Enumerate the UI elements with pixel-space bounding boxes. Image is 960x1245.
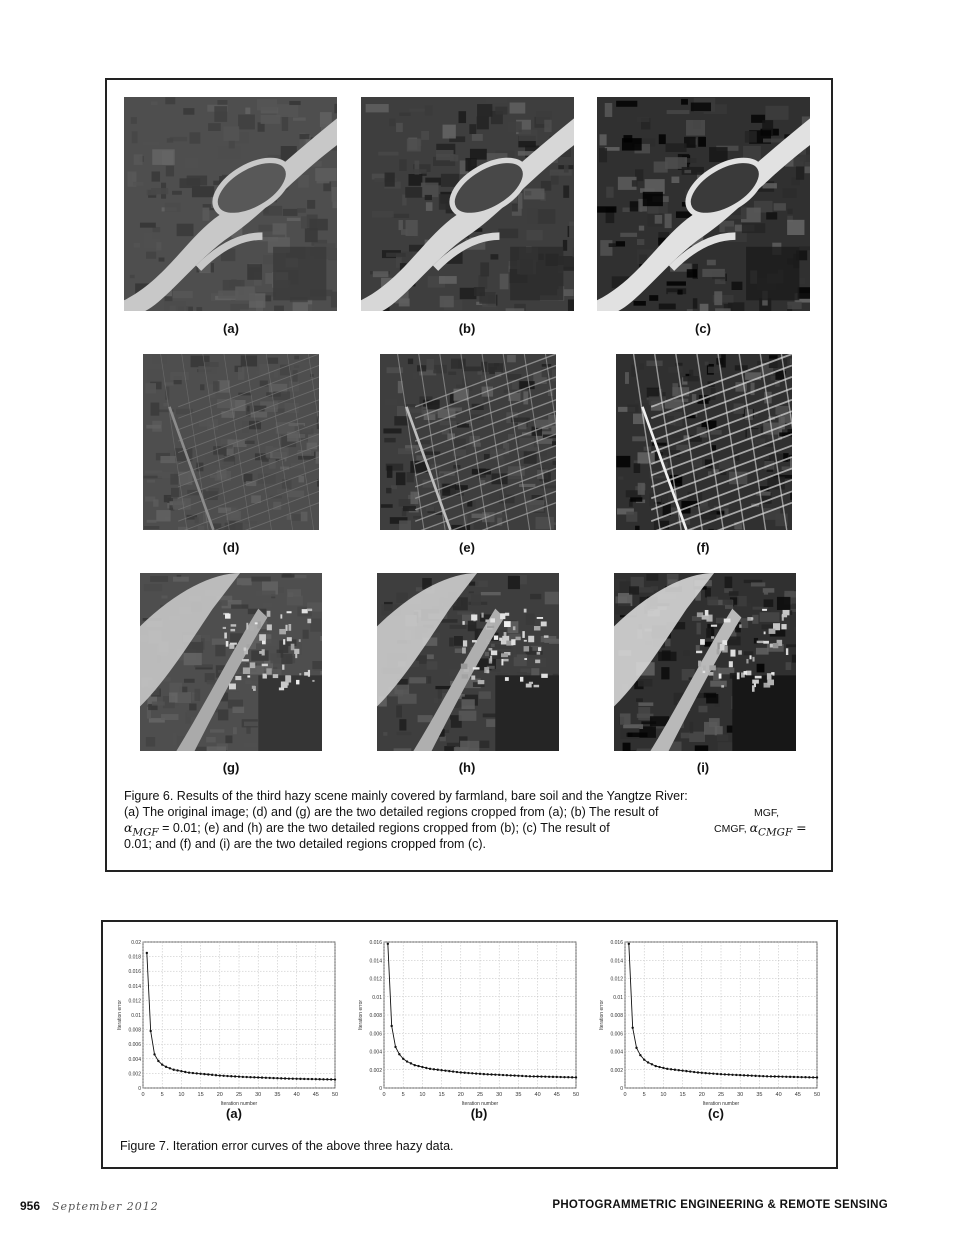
y-tick-label: 0.012 bbox=[610, 976, 623, 983]
data-point bbox=[249, 1076, 251, 1078]
x-tick-label: 40 bbox=[534, 1092, 541, 1098]
data-point bbox=[556, 1076, 558, 1078]
data-point bbox=[176, 1069, 178, 1071]
y-axis-label: Iteration error bbox=[599, 999, 605, 1031]
data-point bbox=[146, 952, 148, 954]
data-point bbox=[311, 1078, 313, 1080]
y-axis-label: Iteration error bbox=[117, 999, 123, 1031]
data-point bbox=[414, 1064, 416, 1066]
data-point bbox=[758, 1075, 760, 1077]
data-point bbox=[575, 1076, 577, 1078]
x-tick-label: 35 bbox=[756, 1092, 763, 1098]
data-point bbox=[463, 1072, 465, 1074]
data-point bbox=[330, 1078, 332, 1080]
data-point bbox=[253, 1076, 255, 1078]
data-point bbox=[689, 1070, 691, 1072]
data-point bbox=[467, 1072, 469, 1074]
data-point bbox=[398, 1053, 400, 1055]
x-tick-label: 25 bbox=[717, 1092, 725, 1098]
x-tick-label: 50 bbox=[331, 1092, 339, 1098]
data-point bbox=[739, 1074, 741, 1076]
issue-date: September 2012 bbox=[52, 1200, 159, 1213]
caption-line-2: (a) The original image; (d) and (g) are the two detailed regions cropped from (a); (b) The result of bbox=[124, 805, 659, 819]
data-point bbox=[770, 1075, 772, 1077]
data-point bbox=[429, 1068, 431, 1070]
data-point bbox=[743, 1074, 745, 1076]
x-tick-label: 15 bbox=[438, 1092, 445, 1098]
data-point bbox=[402, 1058, 404, 1060]
x-axis-label: Iteration number bbox=[461, 1101, 499, 1107]
x-tick-label: 45 bbox=[312, 1092, 319, 1098]
image-pixels bbox=[616, 354, 792, 530]
image-pixels bbox=[380, 354, 556, 530]
x-tick-label: 30 bbox=[496, 1092, 503, 1098]
data-point bbox=[789, 1076, 791, 1078]
figure-6-label-g: (g) bbox=[222, 760, 240, 775]
data-point bbox=[793, 1076, 795, 1078]
y-tick-label: 0.004 bbox=[369, 1049, 382, 1056]
data-point bbox=[701, 1072, 703, 1074]
data-point bbox=[643, 1059, 645, 1061]
data-point bbox=[506, 1074, 508, 1076]
figure-6-image-c bbox=[597, 97, 810, 311]
x-tick-label: 0 bbox=[141, 1092, 145, 1098]
data-point bbox=[731, 1074, 733, 1076]
data-point bbox=[735, 1074, 737, 1076]
data-point bbox=[540, 1075, 542, 1077]
y-tick-label: 0.014 bbox=[369, 958, 382, 965]
data-point bbox=[188, 1071, 190, 1073]
image-pixels bbox=[143, 354, 319, 530]
data-point bbox=[708, 1072, 710, 1074]
data-point bbox=[440, 1069, 442, 1071]
data-point bbox=[774, 1075, 776, 1077]
journal-name: PHOTOGRAMMETRIC ENGINEERING & REMOTE SENSING bbox=[552, 1199, 888, 1211]
data-point bbox=[196, 1072, 198, 1074]
y-tick-label: 0.018 bbox=[128, 954, 141, 961]
data-point bbox=[693, 1071, 695, 1073]
data-point bbox=[681, 1069, 683, 1071]
data-point bbox=[410, 1062, 412, 1064]
data-point bbox=[390, 1025, 392, 1027]
data-point bbox=[417, 1065, 419, 1067]
data-point bbox=[651, 1063, 653, 1065]
data-point bbox=[727, 1073, 729, 1075]
y-tick-label: 0.012 bbox=[128, 998, 141, 1005]
data-point bbox=[536, 1075, 538, 1077]
figure-6-image-f bbox=[616, 354, 792, 530]
y-tick-label: 0.006 bbox=[369, 1031, 382, 1038]
data-point bbox=[207, 1073, 209, 1075]
data-point bbox=[280, 1077, 282, 1079]
data-point bbox=[161, 1063, 163, 1065]
x-tick-label: 40 bbox=[775, 1092, 782, 1098]
data-point bbox=[425, 1067, 427, 1069]
y-tick-label: 0.01 bbox=[131, 1013, 141, 1019]
data-point bbox=[525, 1075, 527, 1077]
x-tick-label: 50 bbox=[572, 1092, 580, 1098]
data-point bbox=[529, 1075, 531, 1077]
x-axis-label: Iteration number bbox=[702, 1101, 740, 1107]
data-point bbox=[647, 1061, 649, 1063]
data-point bbox=[785, 1076, 787, 1078]
figure-7-plot-c bbox=[597, 936, 825, 1108]
data-point bbox=[315, 1078, 317, 1080]
caption-line-1: Figure 6. Results of the third hazy scene mainly covered by farmland, bare soil and the Yangtze River: bbox=[124, 789, 688, 803]
data-point bbox=[448, 1070, 450, 1072]
data-point bbox=[433, 1068, 435, 1070]
data-point bbox=[230, 1075, 232, 1077]
data-point bbox=[479, 1073, 481, 1075]
data-point bbox=[674, 1069, 676, 1071]
data-point bbox=[631, 1027, 633, 1029]
data-point bbox=[471, 1072, 473, 1074]
data-point bbox=[265, 1077, 267, 1079]
figure-6-caption bbox=[124, 788, 814, 860]
y-tick-label: 0.008 bbox=[128, 1027, 141, 1034]
data-point bbox=[173, 1069, 175, 1071]
y-tick-label: 0.004 bbox=[610, 1049, 623, 1056]
data-point bbox=[754, 1075, 756, 1077]
x-tick-label: 30 bbox=[737, 1092, 744, 1098]
y-tick-label: 0.01 bbox=[372, 994, 382, 1001]
data-point bbox=[704, 1072, 706, 1074]
y-tick-label: 0.008 bbox=[610, 1013, 623, 1019]
figure-6 bbox=[105, 78, 833, 872]
data-point bbox=[238, 1075, 240, 1077]
y-tick-label: 0.014 bbox=[610, 958, 623, 965]
x-tick-label: 15 bbox=[197, 1092, 204, 1098]
figure-6-label-f: (f) bbox=[696, 540, 710, 555]
data-point bbox=[284, 1077, 286, 1079]
image-pixels bbox=[361, 97, 574, 311]
data-point bbox=[288, 1077, 290, 1079]
data-point bbox=[712, 1072, 714, 1074]
figure-6-image-g bbox=[140, 573, 322, 751]
caption-cmgf-tag: CMGF, bbox=[714, 823, 750, 835]
data-point bbox=[678, 1069, 680, 1071]
x-tick-label: 0 bbox=[382, 1092, 386, 1098]
x-axis-label: Iteration number bbox=[220, 1101, 258, 1107]
data-point bbox=[269, 1077, 271, 1079]
data-point bbox=[635, 1047, 637, 1049]
data-point bbox=[483, 1073, 485, 1075]
iteration-error-chart bbox=[597, 936, 825, 1108]
data-point bbox=[808, 1076, 810, 1078]
data-point bbox=[215, 1074, 217, 1076]
data-point bbox=[724, 1073, 726, 1075]
figure-6-image-h bbox=[377, 573, 559, 751]
data-point bbox=[303, 1078, 305, 1080]
figure-6-label-h: (h) bbox=[458, 760, 476, 775]
data-point bbox=[559, 1076, 561, 1078]
x-tick-label: 5 bbox=[401, 1092, 405, 1098]
data-point bbox=[766, 1075, 768, 1077]
y-tick-label: 0.012 bbox=[369, 976, 382, 983]
figure-6-label-a: (a) bbox=[223, 321, 239, 336]
alpha-cmgf-subscript: CMGF bbox=[758, 826, 793, 839]
iteration-error-chart bbox=[115, 936, 343, 1108]
x-tick-label: 45 bbox=[553, 1092, 560, 1098]
data-point bbox=[199, 1073, 201, 1075]
data-point bbox=[242, 1076, 244, 1078]
data-point bbox=[153, 1053, 155, 1055]
data-point bbox=[245, 1076, 247, 1078]
data-point bbox=[180, 1070, 182, 1072]
data-point bbox=[685, 1070, 687, 1072]
figure-6-image-i bbox=[614, 573, 796, 751]
data-point bbox=[394, 1046, 396, 1048]
data-point bbox=[149, 1030, 151, 1032]
data-point bbox=[777, 1075, 779, 1077]
figure-6-label-d: (d) bbox=[222, 540, 240, 555]
data-point bbox=[387, 943, 389, 945]
data-point bbox=[456, 1071, 458, 1073]
data-point bbox=[192, 1072, 194, 1074]
figure-6-image-a bbox=[124, 97, 337, 311]
x-tick-label: 20 bbox=[698, 1092, 705, 1098]
data-point bbox=[662, 1067, 664, 1069]
figure-6-label-c: (c) bbox=[695, 321, 711, 336]
x-tick-label: 25 bbox=[476, 1092, 484, 1098]
figure-7-label-a: (a) bbox=[226, 1106, 242, 1121]
data-point bbox=[498, 1074, 500, 1076]
figure-7-plot-a bbox=[115, 936, 343, 1108]
image-pixels bbox=[597, 97, 810, 311]
iteration-error-chart bbox=[356, 936, 584, 1108]
data-point bbox=[510, 1074, 512, 1076]
x-tick-label: 45 bbox=[794, 1092, 801, 1098]
x-tick-label: 5 bbox=[160, 1092, 164, 1098]
x-tick-label: 30 bbox=[255, 1092, 262, 1098]
data-point bbox=[444, 1069, 446, 1071]
figure-6-label-i: (i) bbox=[696, 760, 710, 775]
x-tick-label: 25 bbox=[235, 1092, 243, 1098]
x-tick-label: 0 bbox=[623, 1092, 627, 1098]
caption-mgf-tag: MGF, bbox=[754, 807, 780, 819]
data-point bbox=[563, 1076, 565, 1078]
data-point bbox=[322, 1078, 324, 1080]
data-point bbox=[628, 943, 630, 945]
y-tick-label: 0 bbox=[379, 1086, 382, 1092]
data-point bbox=[486, 1073, 488, 1075]
data-point bbox=[334, 1078, 336, 1080]
figure-7-caption: Figure 7. Iteration error curves of the above three hazy data. bbox=[120, 1139, 454, 1153]
data-point bbox=[567, 1076, 569, 1078]
data-point bbox=[211, 1074, 213, 1076]
data-point bbox=[299, 1078, 301, 1080]
data-point bbox=[307, 1078, 309, 1080]
x-tick-label: 40 bbox=[293, 1092, 300, 1098]
data-point bbox=[804, 1076, 806, 1078]
data-point bbox=[326, 1078, 328, 1080]
data-point bbox=[169, 1067, 171, 1069]
data-point bbox=[521, 1075, 523, 1077]
figure-6-label-b: (b) bbox=[458, 321, 476, 336]
alpha-symbol: α bbox=[124, 820, 133, 835]
alpha-mgf-subscript: MGF bbox=[132, 826, 159, 839]
figure-7-label-b: (b) bbox=[470, 1106, 488, 1121]
figure-6-label-e: (e) bbox=[459, 540, 475, 555]
data-point bbox=[494, 1073, 496, 1075]
data-point bbox=[452, 1070, 454, 1072]
data-point bbox=[257, 1076, 259, 1078]
y-axis-label: Iteration error bbox=[358, 999, 364, 1031]
data-point bbox=[655, 1065, 657, 1067]
image-pixels bbox=[377, 573, 559, 751]
data-point bbox=[219, 1074, 221, 1076]
data-point bbox=[226, 1075, 228, 1077]
data-point bbox=[490, 1073, 492, 1075]
data-point bbox=[658, 1066, 660, 1068]
y-tick-label: 0.016 bbox=[610, 940, 623, 946]
data-point bbox=[292, 1078, 294, 1080]
data-point bbox=[502, 1074, 504, 1076]
data-point bbox=[406, 1060, 408, 1062]
figure-6-image-d bbox=[143, 354, 319, 530]
caption-line-4: 0.01; and (f) and (i) are the two detailed regions cropped from (c). bbox=[124, 837, 486, 851]
data-point bbox=[716, 1073, 718, 1075]
data-point bbox=[184, 1071, 186, 1073]
data-point bbox=[544, 1075, 546, 1077]
data-point bbox=[165, 1066, 167, 1068]
data-point bbox=[666, 1068, 668, 1070]
y-tick-label: 0.016 bbox=[128, 969, 141, 976]
caption-equals: = bbox=[792, 820, 807, 835]
data-point bbox=[318, 1078, 320, 1080]
caption-cmgf-block bbox=[714, 820, 807, 841]
figure-6-image-e bbox=[380, 354, 556, 530]
data-point bbox=[234, 1075, 236, 1077]
y-tick-label: 0.002 bbox=[369, 1067, 382, 1074]
x-tick-label: 35 bbox=[515, 1092, 522, 1098]
y-tick-label: 0.016 bbox=[369, 940, 382, 946]
data-point bbox=[513, 1074, 515, 1076]
y-tick-label: 0.002 bbox=[610, 1067, 623, 1074]
x-tick-label: 20 bbox=[216, 1092, 223, 1098]
y-tick-label: 0.006 bbox=[128, 1042, 141, 1049]
y-tick-label: 0.004 bbox=[128, 1056, 141, 1063]
figure-7-plot-b bbox=[356, 936, 584, 1108]
y-tick-label: 0.014 bbox=[128, 983, 141, 990]
data-point bbox=[720, 1073, 722, 1075]
x-tick-label: 10 bbox=[419, 1092, 426, 1098]
x-tick-label: 10 bbox=[660, 1092, 667, 1098]
page-number: 956 bbox=[20, 1199, 41, 1213]
data-point bbox=[812, 1076, 814, 1078]
data-point bbox=[797, 1076, 799, 1078]
alpha-symbol-2: α bbox=[749, 820, 759, 835]
y-tick-label: 0 bbox=[620, 1086, 623, 1092]
image-pixels bbox=[140, 573, 322, 751]
data-point bbox=[437, 1069, 439, 1071]
data-point bbox=[157, 1060, 159, 1062]
data-point bbox=[533, 1075, 535, 1077]
figure-7 bbox=[101, 920, 838, 1169]
y-tick-label: 0.008 bbox=[369, 1013, 382, 1019]
data-point bbox=[517, 1075, 519, 1077]
x-tick-label: 20 bbox=[457, 1092, 464, 1098]
y-tick-label: 0 bbox=[138, 1086, 141, 1092]
data-point bbox=[762, 1075, 764, 1077]
data-point bbox=[639, 1054, 641, 1056]
data-point bbox=[552, 1076, 554, 1078]
data-point bbox=[781, 1075, 783, 1077]
data-point bbox=[203, 1073, 205, 1075]
data-point bbox=[261, 1076, 263, 1078]
image-pixels bbox=[614, 573, 796, 751]
y-tick-label: 0.002 bbox=[128, 1071, 141, 1078]
data-point bbox=[697, 1071, 699, 1073]
data-point bbox=[747, 1074, 749, 1076]
data-point bbox=[571, 1076, 573, 1078]
data-point bbox=[222, 1075, 224, 1077]
x-tick-label: 15 bbox=[679, 1092, 686, 1098]
data-point bbox=[460, 1071, 462, 1073]
x-tick-label: 50 bbox=[813, 1092, 821, 1098]
data-point bbox=[816, 1076, 818, 1078]
caption-line-3-text: = 0.01; (e) and (h) are the two detailed regions cropped from (b); (c) The result of bbox=[158, 821, 610, 835]
y-tick-label: 0.006 bbox=[610, 1031, 623, 1038]
data-point bbox=[276, 1077, 278, 1079]
x-tick-label: 35 bbox=[274, 1092, 281, 1098]
data-point bbox=[272, 1077, 274, 1079]
data-point bbox=[475, 1072, 477, 1074]
data-point bbox=[751, 1074, 753, 1076]
y-tick-label: 0.02 bbox=[131, 940, 141, 946]
data-point bbox=[548, 1076, 550, 1078]
figure-6-image-b bbox=[361, 97, 574, 311]
x-tick-label: 5 bbox=[642, 1092, 646, 1098]
image-pixels bbox=[124, 97, 337, 311]
figure-7-label-c: (c) bbox=[708, 1106, 724, 1121]
data-point bbox=[800, 1076, 802, 1078]
y-tick-label: 0.01 bbox=[613, 994, 623, 1001]
data-point bbox=[670, 1068, 672, 1070]
x-tick-label: 10 bbox=[178, 1092, 185, 1098]
data-point bbox=[295, 1078, 297, 1080]
data-point bbox=[421, 1066, 423, 1068]
